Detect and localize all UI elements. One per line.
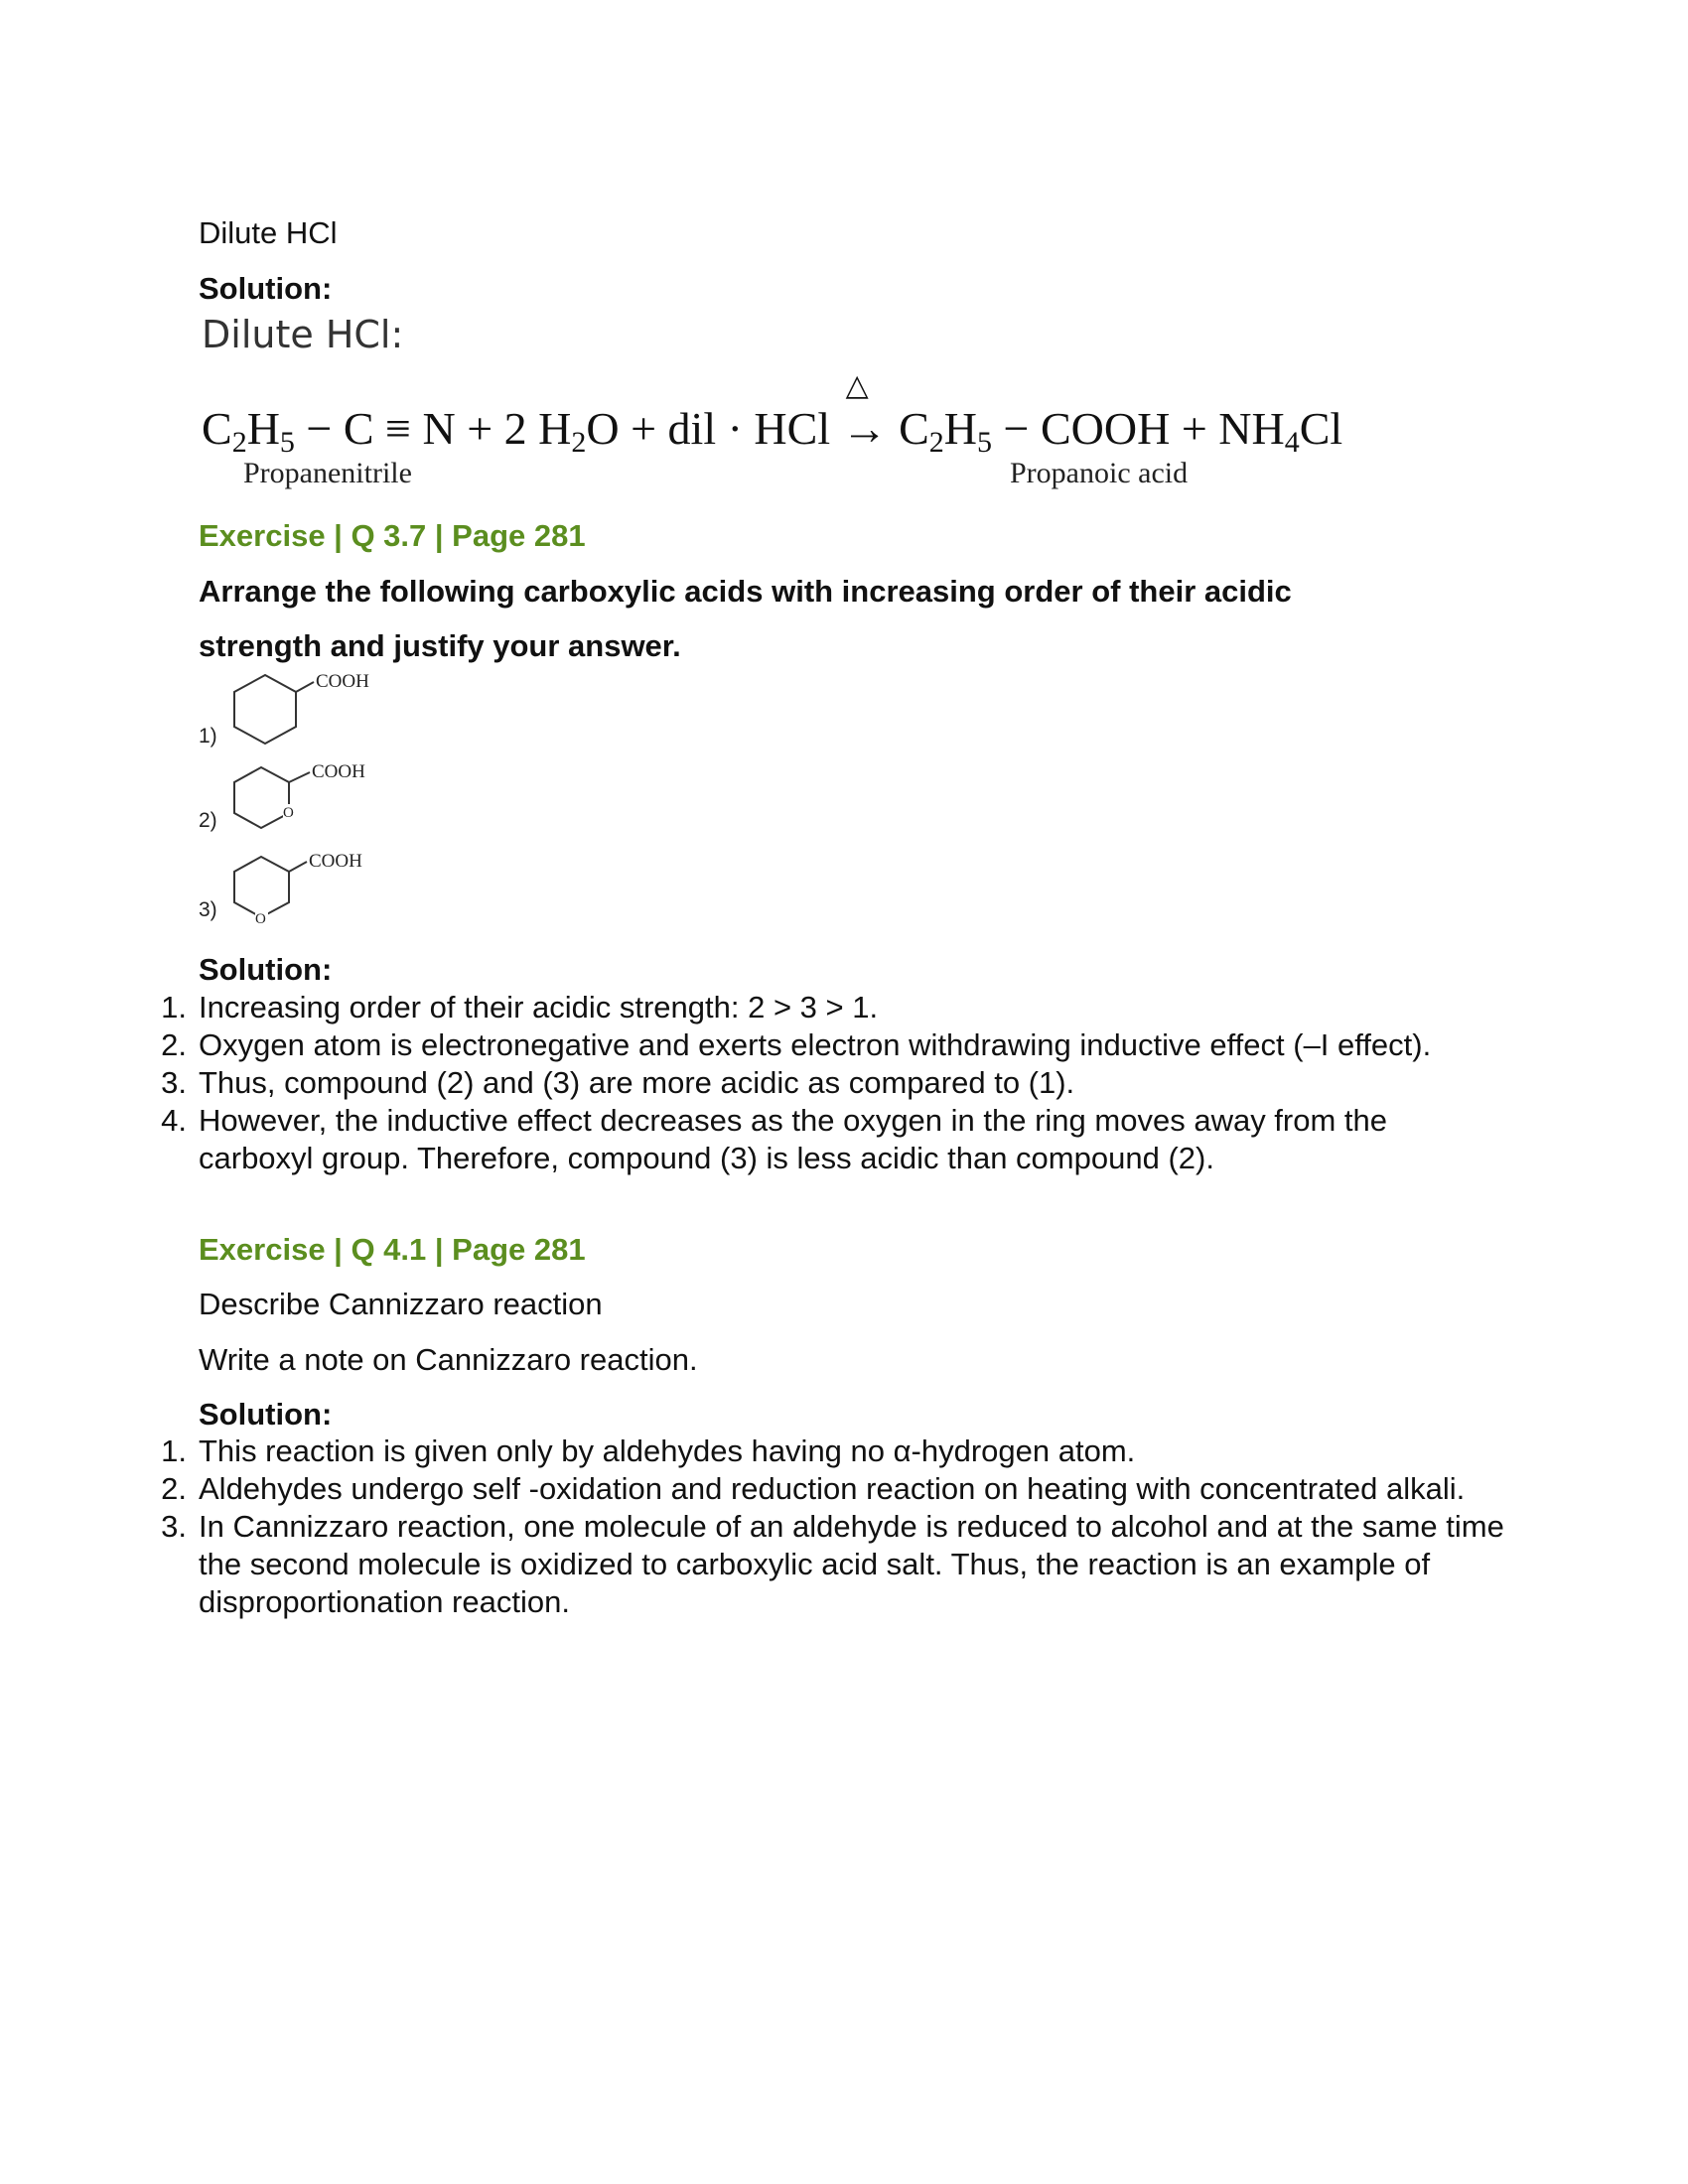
heat-symbol: △ xyxy=(845,369,869,402)
exercise-header-3-7: Exercise | Q 3.7 | Page 281 xyxy=(199,518,586,553)
cooh-label: COOH xyxy=(309,851,362,872)
cooh-label: COOH xyxy=(312,761,365,782)
solution-heading: Solution: xyxy=(199,1397,333,1432)
list-item: 1. This reaction is given only by aldehydes having no α-hydrogen atom. xyxy=(161,1433,1136,1468)
exercise-header-4-1: Exercise | Q 4.1 | Page 281 xyxy=(199,1232,586,1267)
solution-list-3-7 xyxy=(0,989,1509,1177)
label-propanenitrile: Propanenitrile xyxy=(243,457,412,489)
ring-oxygen: O xyxy=(255,911,266,927)
list-item: 2. Oxygen atom is electronegative and exerts electron withdrawing inductive effect (–I effect). xyxy=(161,1027,1432,1062)
reaction-equation: $C_2H_5 - C \equiv N + 2$ $H_2O$ + dil · HCl △ → $C_2H_5$ − COOH + $NH_4Cl$ xyxy=(202,369,1343,459)
question-line-1: Arrange the following carboxylic acids with increasing order of their acidic xyxy=(199,574,1292,609)
solution-heading: Solution: xyxy=(199,952,333,987)
question-line-2: strength and justify your answer. xyxy=(199,628,681,663)
cooh-label: COOH xyxy=(316,671,369,692)
list-item: 1. Increasing order of their acidic strength: 2 > 3 > 1. xyxy=(161,990,879,1024)
solution-list-4-1 xyxy=(0,1433,1509,1621)
list-item: 4. However, the inductive effect decreases as the oxygen in the ring moves away from the carboxyl group. Therefore, compound (3) is less acidic than compound (2). xyxy=(161,1103,1388,1175)
cyclohexanecarboxylic-acid-structure xyxy=(228,665,397,754)
structure-number: 3) xyxy=(199,898,217,921)
top-line: Dilute HCl xyxy=(199,215,338,250)
question-line: Write a note on Cannizzaro reaction. xyxy=(199,1342,698,1377)
list-item: 3. Thus, compound (2) and (3) are more acidic as compared to (1). xyxy=(161,1065,1075,1100)
solution-heading: Solution: xyxy=(199,271,333,306)
structure-number: 2) xyxy=(199,809,217,832)
solution-subheading: Dilute HCl: xyxy=(202,313,404,356)
ring-oxygen: O xyxy=(283,805,294,821)
list-item: 2. Aldehydes undergo self -oxidation and reduction reaction on heating with concentrated alkali. xyxy=(161,1471,1466,1506)
label-propanoic-acid: Propanoic acid xyxy=(1010,457,1189,489)
oxane-3-carboxylic-acid-structure xyxy=(228,759,397,839)
oxane-4-carboxylic-acid-structure xyxy=(228,849,397,928)
reaction-arrow: △ → xyxy=(841,369,888,454)
structure-number: 1) xyxy=(199,725,217,748)
question-line: Describe Cannizzaro reaction xyxy=(199,1287,603,1321)
list-item: 3. In Cannizzaro reaction, one molecule of an aldehyde is reduced to alcohol and at the same time the second molecule is oxidized to carboxylic acid salt. Thus, the reaction is an example of disproportionation reaction. xyxy=(161,1509,1504,1619)
